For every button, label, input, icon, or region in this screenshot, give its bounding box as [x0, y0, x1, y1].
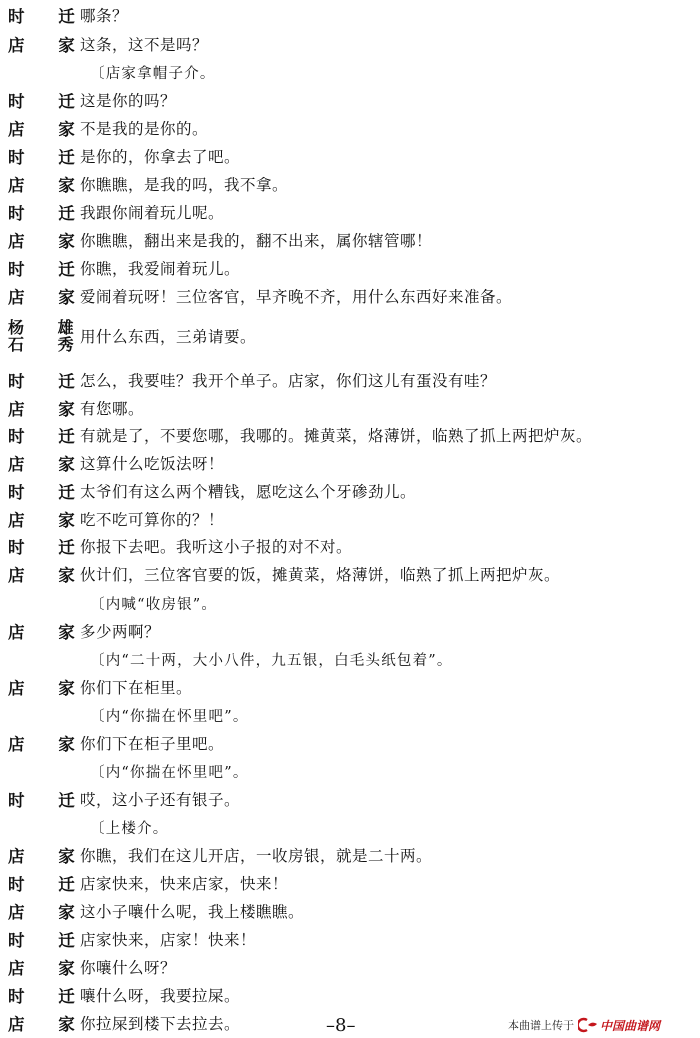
page-number: –8–: [326, 1015, 356, 1036]
speaker-name: 时 迁: [8, 931, 89, 950]
speaker-name: 店 家: [8, 847, 89, 866]
stage-direction-text: 〔内“你揣在怀里吧”。: [90, 764, 249, 781]
dialogue-text: 这条，这不是吗？: [80, 36, 209, 54]
dialogue-text: 这算什么吃饭法呀！: [80, 455, 225, 473]
speaker-name: 时 迁: [8, 483, 89, 502]
speaker-name: 时 迁: [8, 987, 89, 1006]
speaker-name: 时 迁: [8, 260, 89, 279]
speaker-name: 店 家: [8, 735, 89, 754]
speaker-name: 时 迁: [8, 372, 89, 391]
speaker-name: 店 家: [8, 400, 89, 419]
dialogue-text: 我跟你闹着玩儿呢。: [80, 204, 225, 222]
speaker-name: 时 迁: [8, 791, 89, 810]
speaker-name: 店 家: [8, 36, 89, 55]
speaker-name: 店 家: [8, 120, 89, 139]
speaker-name-top: 杨 雄: [8, 318, 88, 337]
watermark-site: 中国曲谱网: [600, 1018, 661, 1033]
stage-direction-text: 〔上楼介。: [90, 820, 169, 837]
speaker-name: 店 家: [8, 288, 89, 307]
dialogue-text: 你瞧，我们在这儿开店，一收房银，就是二十两。: [80, 847, 433, 865]
speaker-name: 时 迁: [8, 538, 89, 557]
speaker-name: 店 家: [8, 1015, 89, 1034]
dialogue-text: 用什么东西，三弟请要。: [80, 328, 257, 346]
speaker-name: 店 家: [8, 566, 89, 585]
dialogue-text: 爱闹着玩呀！三位客官，早齐晚不齐，用什么东西好来准备。: [80, 288, 513, 306]
dialogue-text: 你瞧，我爱闹着玩儿。: [80, 260, 241, 278]
stage-direction-text: 〔店家拿帽子介。: [90, 65, 216, 82]
dialogue-text: 你们下在柜子里吧。: [80, 735, 225, 753]
speaker-name: 店 家: [8, 176, 89, 195]
dialogue-text: 太爷们有这么两个糟钱，愿吃这么个牙碜劲儿。: [80, 483, 417, 501]
dialogue-text: 这是你的吗？: [80, 92, 177, 110]
speaker-name-bottom: 石 秀: [8, 335, 88, 354]
dialogue-text: 你拉屎到楼下去拉去。: [80, 1015, 241, 1033]
dialogue-text: 你报下去吧。我听这小子报的对不对。: [80, 538, 353, 556]
dialogue-text: 怎么，我要哇？我开个单子。店家，你们这儿有蛋没有哇？: [80, 372, 497, 390]
dual-speaker: [8, 318, 88, 354]
watermark-text: 本曲谱上传于: [508, 1019, 574, 1032]
stage-direction-text: 〔内喊“收房银”。: [90, 596, 218, 613]
stage-direction-text: 〔内“你揣在怀里吧”。: [90, 708, 249, 725]
speaker-name: 店 家: [8, 679, 89, 698]
speaker-name: 店 家: [8, 232, 89, 251]
dialogue-text: 你瞧瞧，翻出来是我的，翻不出来，属你辖管哪！: [80, 232, 433, 250]
dialogue-text: 你瞧瞧，是我的吗，我不拿。: [80, 176, 289, 194]
dialogue-text: 你们下在柜里。: [80, 679, 193, 697]
dialogue-text: 店家快来，店家！快来！: [80, 931, 257, 949]
dialogue-text: 有您哪。: [80, 400, 145, 418]
speaker-name: 时 迁: [8, 7, 89, 26]
speaker-name: 店 家: [8, 623, 89, 642]
speaker-name: 店 家: [8, 959, 89, 978]
speaker-name: 时 迁: [8, 427, 89, 446]
speaker-name: 时 迁: [8, 875, 89, 894]
dialogue-text: 不是我的是你的。: [80, 120, 209, 138]
watermark: [508, 1016, 660, 1034]
stage-direction-text: 〔内“二十两，大小八件，九五银，白毛头纸包着”。: [90, 652, 453, 669]
speaker-name: 店 家: [8, 455, 89, 474]
dialogue-text: 吃不吃可算你的？！: [80, 511, 225, 529]
dialogue-text: 有就是了，不要您哪，我哪的。摊黄菜，烙薄饼，临熟了抓上两把炉灰。: [80, 427, 593, 445]
speaker-name: 时 迁: [8, 92, 89, 111]
dialogue-text: 哎，这小子还有银子。: [80, 791, 241, 809]
speaker-name: 店 家: [8, 903, 89, 922]
dialogue-text: 店家快来，快来店家，快来！: [80, 875, 289, 893]
dialogue-text: 你嚷什么呀？: [80, 959, 177, 977]
speaker-name: 时 迁: [8, 204, 89, 223]
dialogue-text: 伙计们，三位客官要的饭，摊黄菜，烙薄饼，临熟了抓上两把炉灰。: [80, 566, 561, 584]
speaker-name: 店 家: [8, 511, 89, 530]
dialogue-text: 哪条？: [80, 7, 129, 25]
dialogue-text: 是你的，你拿去了吧。: [80, 148, 241, 166]
speaker-name: 时 迁: [8, 148, 89, 167]
music-site-logo-icon: [578, 1017, 598, 1033]
dialogue-text: 这小子嚷什么呢，我上楼瞧瞧。: [80, 903, 305, 921]
dialogue-text: 多少两啊？: [80, 623, 161, 641]
dialogue-text: 嚷什么呀，我要拉屎。: [80, 987, 241, 1005]
